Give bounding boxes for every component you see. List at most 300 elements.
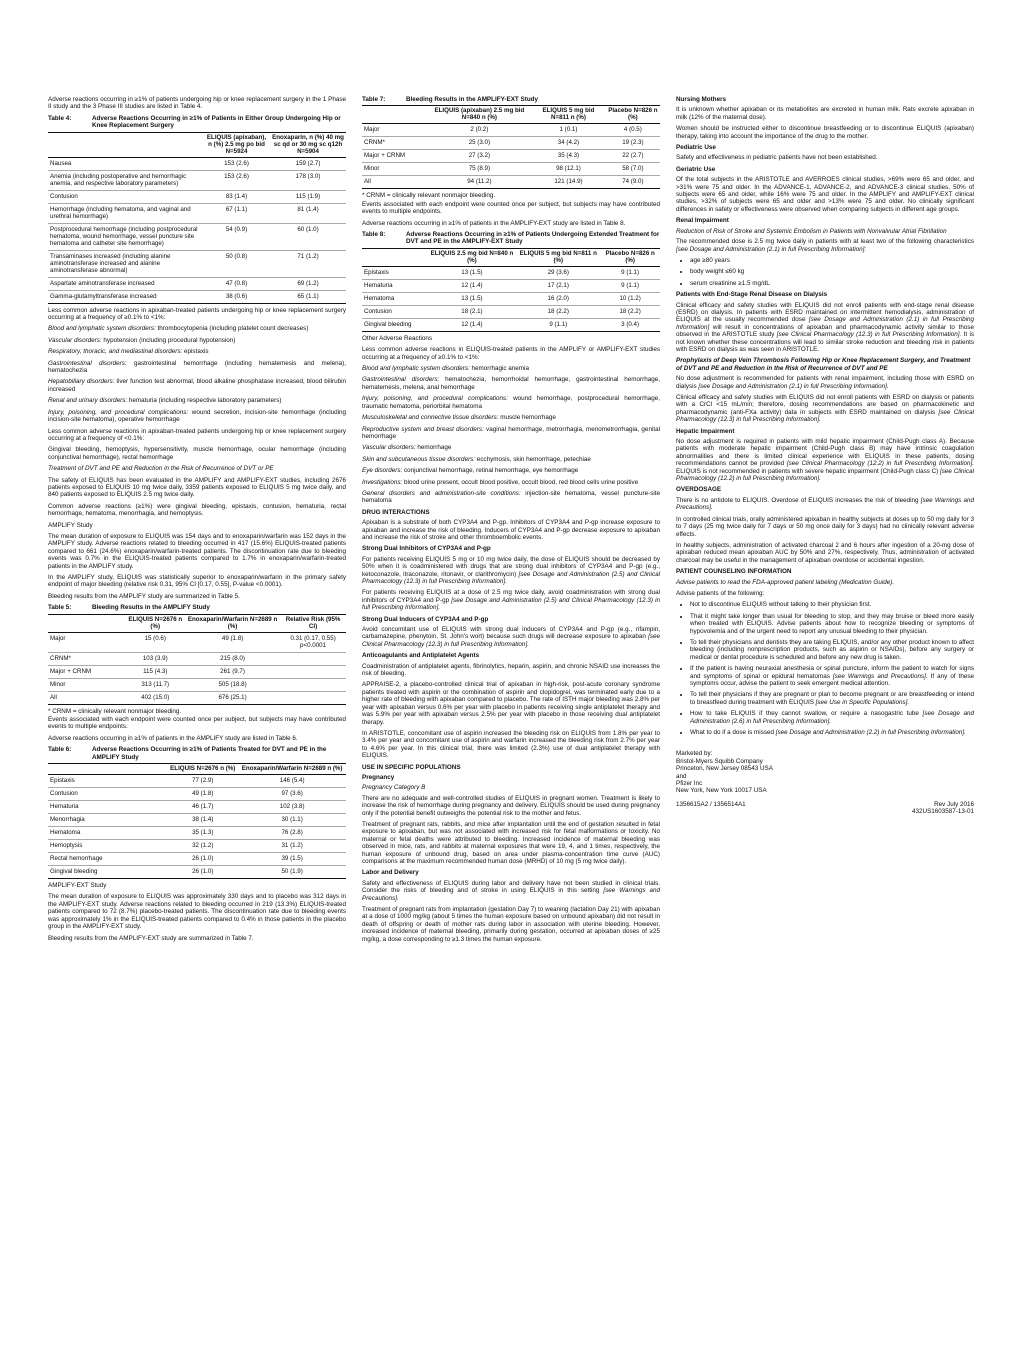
paragraph: Of the total subjects in the ARISTOTLE and AVERROES clinical studies, >69% were 65 and older, and >31% were 75 and older. In the ADVANCE-1, ADVANCE-2, and ADVANCE-3 clinical studies, 50% of subjects were 65 and older, while 16% were 75 and older. In the AMPLIFY and AMPLIFY-EXT clinical studies, >32% of subjects were 65 and older and >13% were 75 and older. No clinically significant differences in safety or effectiveness were observed when comparing subjects in different age groups.: [676, 176, 974, 213]
cell-value: 9 (1.1): [600, 266, 660, 279]
list-item: • Not to discontinue ELIQUIS without talking to their physician first.: [690, 601, 974, 608]
column-1: [48, 96, 346, 946]
text: For patients receiving ELIQUIS 5 mg or 10 mg twice daily, the dose of ELIQUIS should be decreased by 50% when it is coadministered with drugs that are strong dual inhibitors of CYP3A4 and P-gp (e.g., ketoconazole, itraconazole, ritonavir, or clarithromycin): [362, 555, 660, 578]
subsection-heading: Pediatric Use: [676, 144, 716, 152]
cell-value: 26 (1.0): [167, 866, 238, 879]
soc-label: Injury, poisoning, and procedural complications:: [362, 395, 508, 403]
table-7-caption: [362, 96, 660, 103]
paragraph: [362, 365, 660, 372]
soc-text: conjunctival hemorrhage, retinal hemorrhage, eye hemorrhage: [402, 467, 579, 475]
col-header: ELIQUIS 5 mg bid N=811 n (%): [516, 248, 600, 266]
paragraph: Coadministration of antiplatelet agents, fibrinolytics, heparin, aspirin, and chronic NSAID use increases the risk of bleeding.: [362, 662, 660, 678]
row-label: Gamma-glutamyltransferase increased: [48, 290, 203, 303]
text: If the patient is having neuraxial anesthesia or spinal puncture, inform the patient to watch for signs and symptoms of spinal or epidural hematomas: [690, 665, 974, 680]
cell-value: [280, 652, 346, 665]
row-label: Contusion: [362, 305, 428, 318]
paragraph: Bleeding results from the AMPLIFY study are summarized in Table 5.: [48, 592, 240, 600]
document-code: 432US1603587-13-01: [912, 808, 974, 816]
cell-value: 676 (25.1): [185, 691, 280, 704]
cell-value: 18 (2.2): [600, 305, 660, 318]
text: How to take ELIQUIS if they cannot swallow, or require a nasogastric tube: [690, 710, 923, 718]
paragraph: [48, 325, 346, 332]
cell-value: [280, 665, 346, 678]
paragraph: [362, 556, 660, 586]
row-label: Rectal hemorrhage: [48, 853, 167, 866]
table-title: Bleeding Results in the AMPLIFY-EXT Study: [406, 96, 539, 103]
soc-text: hematochezia, hemorrhoidal hemorrhage, gastrointestinal hemorrhage, hematemesis, melena, anal hemorrhage: [362, 376, 660, 391]
marketer-line: Princeton, New Jersey 08543 USA: [676, 765, 773, 773]
subsection-heading: Hepatic Impairment: [676, 427, 735, 435]
table-5-caption: [48, 604, 346, 611]
list-item: • That it might take longer than usual for bleeding to stop, and they may bruise or bleed more easily when treated with ELIQUIS. Advise patients about how to recognize bleeding or symptoms of hypovolemia and of the urgent need to report any unusual bleeding to their physician.: [690, 613, 974, 635]
cross-reference: [see Dosage and Administration (2.2) in full Prescribing Information].: [775, 729, 966, 737]
soc-label: Hepatobiliary disorders:: [48, 378, 115, 386]
soc-label: Skin and subcutaneous tissue disorders:: [362, 455, 476, 463]
col-header: Enoxaparin/Warfarin N=2689 n (%): [238, 764, 346, 775]
subsection-heading: Strong Dual Inducers of CYP3A4 and P-gp: [362, 615, 489, 623]
soc-label: Gastrointestinal disorders:: [362, 376, 440, 384]
paragraph: There are no adequate and well-controlled studies of ELIQUIS in pregnant women. Treatment is likely to increase the risk of hemorrhage during pregnancy and delivery. ELIQUIS should be used during pregnancy only if the potential benefit outweighs the potential risk to the mother and fetus.: [362, 794, 660, 817]
paragraph: [676, 579, 974, 586]
paragraph: [676, 497, 974, 512]
row-label: Menorrhagia: [48, 814, 167, 827]
row-label: Hematuria: [362, 279, 428, 292]
table-row: [362, 176, 660, 189]
table-body: [48, 157, 346, 303]
paragraph: [362, 626, 660, 648]
cross-reference: [see Clinical Pharmacology (12.2) in full Prescribing Information].: [786, 460, 974, 468]
text: For patients receiving ELIQUIS at a dose of 2.5 mg twice daily, avoid coadministration with strong dual inhibitors of CYP3A4 and P-gp: [362, 589, 660, 604]
table-row: [362, 150, 660, 163]
text: Avoid concomitant use of ELIQUIS with strong dual inducers of CYP3A4 and P-gp (e.g., rifampin, carbamazepine, phenytoin, St. John's wort) because such drugs will decrease exposure to apixaban: [362, 626, 660, 641]
col-header: ELIQUIS N=2676 n (%): [167, 764, 238, 775]
paragraph: Safety and effectiveness in pediatric patients have not been established.: [676, 154, 878, 162]
paragraph: [48, 378, 346, 393]
table-row: [48, 223, 346, 250]
marketer-line: Pfizer Inc: [676, 780, 703, 788]
text: No dose adjustment is recommended for patients with renal impairment, including those with ESRD on dialysis: [676, 375, 974, 390]
soc-text: injection-site hematoma, vessel puncture-site hematoma: [362, 489, 660, 505]
row-label: Major + CRNM: [48, 665, 125, 678]
cell-value: 46 (1.7): [167, 801, 238, 814]
table-row: [48, 788, 346, 801]
table-row: [48, 678, 346, 691]
paragraph: Gingival bleeding, hemoptysis, hypersensitivity, muscle hemorrhage, ocular hemorrhage (including conjunctival hemorrhage), rectal hemorrhage: [48, 446, 346, 461]
soc-text: wound secretion, incision-site hemorrhage (including incision-site hematoma), operative hemorrhage: [48, 408, 346, 424]
paragraph: [676, 375, 974, 390]
table-row: [362, 292, 660, 305]
paragraph: The mean duration of exposure to ELIQUIS was 154 days and to enoxaparin/warfarin was 152 days in the AMPLIFY study. Adverse reactions related to bleeding occurred in 417 (15.6%) ELIQUIS-treated patients compared to 661 (24.6%) enoxaparin/warfarin-treated patients. The discontinuation rate due to bleeding events was 0.7% in the ELIQUIS-treated patients compared to 1.7% in enoxaparin/warfarin-treated patients in the AMPLIFY study.: [48, 532, 346, 570]
cell-value: 35 (4.3): [531, 150, 606, 163]
subheading: Treatment of DVT and PE and Reduction in the Risk of Recurrence of DVT or PE: [48, 465, 274, 473]
soc-text: liver function test abnormal, blood alkaline phosphatase increased, blood bilirubin increased: [48, 378, 346, 393]
soc-label: Musculoskeletal and connective tissue disorders:: [362, 414, 499, 422]
text: It is not known whether these concentrations will lead to similar stroke reduction and bleeding risk in patients with ESRD on dialysis as was seen in ARISTOTLE.: [676, 331, 974, 353]
cell-value: 32 (1.2): [167, 840, 238, 853]
cell-value: [280, 691, 346, 704]
soc-label: General disorders and administration-site conditions:: [362, 489, 521, 497]
marketer-block: [676, 750, 974, 794]
list-item: [690, 691, 974, 706]
text: There is no antidote to ELIQUIS. Overdose of ELIQUIS increases the risk of bleeding: [676, 496, 921, 504]
table-number: Table 7:: [362, 96, 386, 103]
table-number: Table 5:: [48, 604, 72, 612]
paragraph: [676, 438, 974, 482]
paragraph: [48, 397, 346, 404]
subheading: AMPLIFY-EXT Study: [48, 882, 107, 890]
paragraph: Advise patients of the following:: [676, 589, 765, 597]
col-header: Placebo N=826 n (%): [606, 106, 660, 124]
section-heading: USE IN SPECIFIC POPULATIONS: [362, 763, 461, 771]
table-footnote: Events associated with each endpoint were counted once per subject, but subjects may have contributed events to multiple endpoints.: [362, 200, 660, 216]
row-label: Minor: [48, 678, 125, 691]
marketer-line: Marketed by:: [676, 750, 713, 758]
soc-text: gastrointestinal hemorrhage (including hematemesis and melena), hematochezia: [48, 359, 346, 375]
paragraph: [48, 465, 346, 472]
col-header: ELIQUIS N=2676 n (%): [125, 614, 185, 632]
cell-value: 12 (1.4): [428, 279, 517, 292]
cross-reference: [see Warnings and Precautions].: [676, 496, 974, 512]
cell-value: 81 (1.4): [270, 203, 346, 223]
table-row: [362, 305, 660, 318]
row-label: Contusion: [48, 788, 167, 801]
table-row: [48, 290, 346, 303]
cell-value: 49 (1.8): [167, 788, 238, 801]
cell-value: 1 (0.1): [531, 124, 606, 137]
table-row: [48, 840, 346, 853]
paragraph: [362, 414, 660, 421]
table-row: [48, 632, 346, 652]
table-row: [48, 250, 346, 277]
row-label: Hematoma: [362, 292, 428, 305]
col-header: Placebo N=826 n (%): [600, 248, 660, 266]
paragraph: APPRAISE-2, a placebo-controlled clinical trial of apixaban in high-risk, post-acute coronary syndrome patients treated with aspirin or the combination of aspirin and clopidogrel, was terminated early due to a higher rate of bleeding with apixaban compared to placebo. The rate of ISTH major bleeding was 2.8% per year with apixaban versus 0.6% per year with placebo in patients receiving single antiplatelet therapy and was 5.9% per year with apixaban versus 2.5% per year with placebo in those receiving dual antiplatelet therapy.: [362, 681, 660, 726]
soc-text: hematuria (including respective laboratory parameters): [127, 397, 282, 405]
cell-value: 35 (1.3): [167, 827, 238, 840]
row-label: Hemorrhage (including hematoma, and vaginal and urethral hemorrhage): [48, 203, 203, 223]
cell-value: 178 (3.0): [270, 170, 346, 190]
table-footnote: * CRNM = clinically relevant nonmajor bleeding.: [362, 192, 496, 200]
marketer-line: Bristol-Myers Squibb Company: [676, 757, 763, 765]
soc-label: Respiratory, thoracic, and mediastinal disorders:: [48, 348, 183, 356]
cell-value: 261 (9.7): [185, 665, 280, 678]
paragraph: [48, 348, 346, 355]
cell-value: 75 (8.9): [428, 163, 532, 176]
subsection-heading: Geriatric Use: [676, 165, 716, 173]
col-header: ELIQUIS 5 mg bid N=811 n (%): [531, 106, 606, 124]
table-row: [362, 124, 660, 137]
bullet-list: [676, 257, 974, 287]
list-item: • To tell their physicians and dentists they are taking ELIQUIS, and/or any other product known to affect bleeding (including nonprescription products, such as aspirin or NSAIDs), before any surgery or medical or dental procedure is scheduled and before any new drug is taken.: [690, 639, 974, 661]
cell-value: 39 (1.5): [238, 853, 346, 866]
table-row: [48, 652, 346, 665]
text: The recommended dose is 2.5 mg twice daily in patients with at least two of the following characteristics: [676, 238, 974, 246]
subsection-heading: Renal Impairment: [676, 217, 729, 225]
cell-value: 0.31 (0.17, 0.55) p<0.0001: [280, 632, 346, 652]
soc-text: epistaxis: [182, 348, 209, 356]
cross-reference: [see Use in Specific Populations].: [815, 698, 910, 706]
subsection-heading: Anticoagulants and Antiplatelet Agents: [362, 652, 480, 660]
row-label: Major: [362, 124, 428, 137]
table-row: [48, 827, 346, 840]
cross-reference: [see Dosage and Administration (2.5) and Clinical Pharmacology (12.3) in full Prescribing Information].: [362, 570, 661, 585]
soc-label: Reproductive system and breast disorders:: [362, 425, 484, 433]
counseling-list: [676, 601, 974, 736]
row-label: Hematuria: [48, 801, 167, 814]
paragraph: [362, 880, 660, 902]
cell-value: 97 (3.6): [238, 788, 346, 801]
list-item: • body weight ≤60 kg: [690, 268, 974, 275]
cross-reference: [see Dosage and Administration (2.6) in full Prescribing Information].: [690, 710, 974, 725]
paragraph: [48, 337, 346, 344]
subsection-heading: Pregnancy Category B: [362, 784, 426, 792]
table-6-caption: [48, 746, 346, 761]
col-header: Relative Risk (95% CI): [280, 614, 346, 632]
column-3: [676, 96, 974, 816]
table-row: [362, 266, 660, 279]
cell-value: 115 (1.9): [270, 190, 346, 203]
paragraph: [362, 426, 660, 441]
paragraph: [362, 456, 660, 463]
paragraph: Less common adverse reactions in apixaban-treated patients undergoing hip or knee replacement surgery occurring at a frequency of <0.1%:: [48, 427, 346, 442]
text: Clinical efficacy and safety studies with ELIQUIS did not enroll patients with ESRD on dialysis or patients with a CrCl <15 mL/min; therefore, dosing recommendations are based on pharmacokinetic and pharmacodynamic (anti-FXa activity) data in subjects with ESRD maintained on dialysis: [676, 394, 974, 416]
row-label: Postprocedural hemorrhage (including postprocedural hematoma, wound hemorrhage, vessel puncture site hematoma and catheter site hemorrhage): [48, 223, 203, 250]
table-row: [48, 801, 346, 814]
soc-label: Investigations:: [362, 478, 403, 486]
table-body: [48, 775, 346, 879]
cell-value: 38 (0.6): [203, 290, 270, 303]
text: Safety and effectiveness of ELIQUIS during labor and delivery have not been studied in clinical trials. Consider the risks of bleeding and of stroke in using ELIQUIS in this setting: [362, 879, 660, 895]
paragraph: [362, 589, 660, 611]
soc-label: Gastrointestinal disorders:: [48, 359, 127, 367]
cell-value: 67 (1.1): [203, 203, 270, 223]
subsection-heading: Prophylaxis of Deep Vein Thrombosis Following Hip or Knee Replacement Surgery, and Treatment of DVT and PE and Reduction in the Risk of Recurrence of DVT and PE: [676, 357, 971, 372]
table-row: [48, 775, 346, 788]
cell-value: 103 (3.9): [125, 652, 185, 665]
cell-value: 402 (15.0): [125, 691, 185, 704]
cell-value: 102 (3.8): [238, 801, 346, 814]
section-heading: DRUG INTERACTIONS: [362, 508, 430, 516]
paragraph: The safety of ELIQUIS has been evaluated in the AMPLIFY and AMPLIFY-EXT studies, including 2676 patients exposed to ELIQUIS 10 mg twice daily, 3359 patients exposed to ELIQUIS 5 mg twice daily, and 840 patients exposed to ELIQUIS 2.5 mg twice daily.: [48, 476, 346, 499]
cross-reference: [see Dosage and Administration (2.1) in full Prescribing Information]: [676, 316, 975, 331]
row-label: Aspartate aminotransferase increased: [48, 277, 203, 290]
row-label: Minor: [362, 163, 428, 176]
table-row: [362, 318, 660, 331]
soc-text: hemorrhagic anemia: [469, 365, 529, 373]
paragraph: Treatment of pregnant rats from implantation (gestation Day 7) to weaning (lactation Day 21) with apixaban at a dose of 1000 mg/kg (about 5 times the human exposure based on unbound apixaban) did not result in death of offspring or death of mother rats during labor in association with uterine bleeding. However, increased incidence of maternal bleeding, primarily during gestation, occurred at apixaban doses of ≥25 mg/kg, a dose corresponding to ≥1.3 times the human exposure.: [362, 906, 660, 943]
cell-value: 60 (1.0): [270, 223, 346, 250]
list-item: • age ≥80 years: [690, 257, 974, 264]
cell-value: 25 (3.0): [428, 137, 532, 150]
soc-text: hypotension (including procedural hypotension): [101, 336, 236, 344]
cell-value: 30 (1.1): [238, 814, 346, 827]
cell-value: 3 (0.4): [600, 318, 660, 331]
section-heading: OVERDOSAGE: [676, 486, 722, 494]
cross-reference: [see Dosage and Administration (2.1) in full Prescribing Information]:: [676, 245, 867, 253]
list-item: • serum creatinine ≥1.5 mg/dL: [690, 280, 974, 287]
table-8-caption: [362, 231, 660, 246]
cross-reference: [see Warnings and Precautions].: [832, 672, 928, 680]
soc-label: Renal and urinary disorders:: [48, 397, 128, 405]
paragraph: Adverse reactions occurring in ≥1% of patients in the AMPLIFY study are listed in Table 6.: [48, 734, 298, 742]
col-header: Enoxaparin, n (%) 40 mg sc qd or 30 mg sc q12h N=5904: [270, 132, 346, 157]
soc-text: thrombocytopenia (including platelet count decreases): [155, 325, 309, 333]
section-heading: PATIENT COUNSELING INFORMATION: [676, 568, 792, 576]
paragraph: It is unknown whether apixaban or its metabolites are excreted in human milk. Rats excrete apixaban in milk (12% of the maternal dose).: [676, 106, 974, 121]
table-row: [362, 163, 660, 176]
soc-label: Vascular disorders:: [48, 336, 102, 344]
row-label: CRNM*: [362, 137, 428, 150]
cross-reference: [see Warnings and Precautions].: [362, 887, 660, 902]
cell-value: 26 (1.0): [167, 853, 238, 866]
paragraph: [48, 409, 346, 424]
subsection-heading: Nursing Mothers: [676, 96, 727, 103]
table-row: [48, 866, 346, 879]
cell-value: 49 (1.8): [185, 632, 280, 652]
cell-value: 58 (7.0): [606, 163, 660, 176]
paragraph: [362, 376, 660, 391]
paragraph: [676, 238, 974, 253]
text: Clinical efficacy and safety studies with ELIQUIS did not enroll patients with end-stage renal disease (ESRD) on dialysis. In patients with ESRD maintained on intermittent hemodialysis, administration of ELIQUIS at the usually recommended dose: [676, 301, 974, 324]
row-label: Transaminases increased (including alanine aminotransferase increased and alanine aminotransferase abnormal): [48, 250, 203, 277]
row-label: Major + CRNM: [362, 150, 428, 163]
paragraph: Bleeding results from the AMPLIFY-EXT study are summarized in Table 7.: [48, 934, 254, 942]
cell-value: 34 (4.2): [531, 137, 606, 150]
col-header: ELIQUIS (apixaban) 2.5 mg bid N=840 n (%): [428, 106, 532, 124]
cell-value: 83 (1.4): [203, 190, 270, 203]
cell-value: 74 (9.0): [606, 176, 660, 189]
intro-text: Adverse reactions occurring in ≥1% of patients undergoing hip or knee replacement surgery in the 1 Phase II study and the 3 Phase III studies are listed in Table 4.: [48, 96, 346, 111]
col-header: Enoxaparin/Warfarin N=2689 n (%): [185, 614, 280, 632]
marketer-line: New York, New York 10017 USA: [676, 787, 767, 795]
table-row: [48, 190, 346, 203]
cell-value: 27 (3.2): [428, 150, 532, 163]
col-header: ELIQUIS 2.5 mg bid N=840 n (%): [428, 248, 517, 266]
list-item: [690, 665, 974, 687]
paragraph: Treatment of pregnant rats, rabbits, and mice after implantation until the end of gestation resulted in fetal exposure to apixaban, but was not associated with increased risk for fetal malformations or toxicity. No maternal or fetal deaths were attributed to bleeding. Increased incidence of maternal bleeding was observed in mice, rats, and rabbits at maternal exposures that were 19, 4, and 1 times, respectively, the human exposure of unbound drug, based on area under plasma-concentration time curve (AUC) comparisons at the maximum recommended human dose (MRHD) of 10 mg (5 mg twice daily).: [362, 820, 660, 865]
cell-value: 153 (2.6): [203, 157, 270, 170]
cross-reference: [see Clinical Pharmacology (12.3) in full Prescribing Information].: [776, 331, 962, 339]
cell-value: 29 (3.6): [516, 266, 600, 279]
text: will result in concentrations of apixaban and pharmacodynamic activity similar to those observed in the ARISTOTLE study: [676, 323, 974, 339]
subheading: AMPLIFY Study: [48, 521, 93, 529]
cell-value: 505 (18.8): [185, 678, 280, 691]
cell-value: 13 (1.5): [428, 292, 517, 305]
cell-value: 215 (8.0): [185, 652, 280, 665]
subsection-heading: Reduction of Risk of Stroke and Systemic Embolism in Patients with Nonvalvular Atrial Fibrillation: [676, 227, 947, 235]
table-8: [362, 248, 660, 332]
table-number: Table 6:: [48, 746, 72, 754]
paragraph: Adverse reactions occurring in ≥1% of patients in the AMPLIFY-EXT study are listed in Table 8.: [362, 219, 626, 227]
soc-label: Blood and lymphatic system disorders:: [48, 325, 156, 333]
footer: [676, 801, 974, 808]
soc-label: Vascular disorders:: [362, 444, 416, 452]
table-number: Table 8:: [362, 231, 386, 239]
paragraph: [362, 444, 660, 451]
paragraph: In controlled clinical trials, orally administered apixaban in healthy subjects at doses up to 50 mg daily for 3 to 7 days (25 mg twice daily for 7 days or 50 mg once daily for 3 days) had no clinically relevant adverse effects.: [676, 515, 974, 538]
table-row: [48, 203, 346, 223]
soc-label: Eye disorders:: [362, 467, 403, 475]
row-label: Gingival bleeding: [48, 866, 167, 879]
paragraph: Less common adverse reactions in apixaban-treated patients undergoing hip or knee replacement surgery occurring at a frequency of ≥0.1% to <1%:: [48, 306, 346, 322]
soc-text: hemorrhage: [415, 444, 452, 452]
soc-label: Injury, poisoning, and procedural complications:: [48, 408, 189, 416]
table-body: [362, 266, 660, 331]
revision-date: Rev July 2016: [934, 800, 974, 808]
soc-text: blood urine present, occult blood positive, occult blood, red blood cells urine positive: [402, 478, 639, 486]
table-footnote: * CRNM = clinically relevant nonmajor bleeding.: [48, 707, 182, 715]
cell-value: 313 (11.7): [125, 678, 185, 691]
cell-value: 2 (0.2): [428, 124, 532, 137]
cell-value: 31 (1.2): [238, 840, 346, 853]
row-label: Contusion: [48, 190, 203, 203]
table-row: [362, 137, 660, 150]
cell-value: 19 (2.3): [606, 137, 660, 150]
table-5: [48, 614, 346, 705]
cross-reference: [see Dosage and Administration (2.5) and Clinical Pharmacology (12.3) in full Prescribing Information].: [362, 596, 660, 612]
soc-label: Blood and lymphatic system disorders:: [362, 365, 470, 373]
paragraph: [48, 360, 346, 375]
row-label: Hemoptysis: [48, 840, 167, 853]
cross-reference: [see Dosage and Administration (2.1) in full Prescribing Information].: [698, 382, 889, 390]
cell-value: 98 (12.1): [531, 163, 606, 176]
table-6: [48, 763, 346, 879]
cross-reference: [see Clinical Pharmacology (12.3) in full Prescribing Information].: [362, 633, 660, 648]
subsection-heading: Strong Dual Inhibitors of CYP3A4 and P-gp: [362, 545, 491, 553]
paragraph: [676, 394, 974, 424]
cell-value: [280, 678, 346, 691]
cell-value: 9 (1.1): [600, 279, 660, 292]
table-row: [362, 279, 660, 292]
cell-value: 18 (2.2): [516, 305, 600, 318]
paragraph: [362, 395, 660, 410]
paragraph: [362, 490, 660, 505]
table-row: [48, 853, 346, 866]
table-row: [48, 277, 346, 290]
row-label: Gingival bleeding: [362, 318, 428, 331]
subsection-heading: Patients with End-Stage Renal Disease on Dialysis: [676, 291, 828, 299]
row-label: Major: [48, 632, 125, 652]
table-title: Adverse Reactions Occurring in ≥1% of Patients in Either Group Undergoing Hip or Knee Replacement Surgery: [92, 114, 341, 130]
cell-value: 94 (11.2): [428, 176, 532, 189]
text: What to do if a dose is missed: [690, 729, 776, 737]
text: Advise patients to read the FDA-approved patient labeling (Medication Guide).: [676, 578, 895, 586]
list-item: [690, 710, 974, 725]
paragraph: [362, 467, 660, 474]
cell-value: 153 (2.6): [203, 170, 270, 190]
cell-value: 16 (2.0): [516, 292, 600, 305]
table-row: [48, 814, 346, 827]
table-row: [48, 691, 346, 704]
cell-value: 47 (0.8): [203, 277, 270, 290]
cell-value: 38 (1.4): [167, 814, 238, 827]
row-label: All: [48, 691, 125, 704]
table-footnote: Events associated with each endpoint were counted once per subject, but subjects may have contributed events to multiple endpoints.: [48, 716, 346, 731]
table-7: [362, 105, 660, 189]
subsection-heading: Labor and Delivery: [362, 869, 419, 877]
row-label: All: [362, 176, 428, 189]
paragraph: Common adverse reactions (≥1%) were gingival bleeding, epistaxis, contusion, hematuria, rectal hemorrhage, hematoma, menorrhagia, and hemoptysis.: [48, 502, 346, 518]
paragraph: Less common adverse reactions in ELIQUIS-treated patients in the AMPLIFY or AMPLIFY-EXT studies occurring at a frequency of ≥0.1% to <1%:: [362, 346, 660, 361]
paragraph: In ARISTOTLE, concomitant use of aspirin increased the bleeding risk on ELIQUIS from 1.8% per year to 3.4% per year and concomitant use of aspirin and warfarin increased the bleeding risk from 2.7% per year to 4.6% per year. In this clinical trial, there was limited (2.3%) use of dual antiplatelet therapy with ELIQUIS.: [362, 729, 660, 760]
paragraph: In the AMPLIFY study, ELIQUIS was statistically superior to enoxaparin/warfarin in the primary safety endpoint of major bleeding (relative risk 0.31, 95% CI [0.17, 0.55], P-value <0.0001).: [48, 574, 346, 589]
cross-reference: [see Clinical Pharmacology (12.3) in full Prescribing Information].: [676, 408, 974, 424]
row-label: Anemia (including postoperative and hemorrhagic anemia, and respective laboratory parameters): [48, 170, 203, 190]
cell-value: 12 (1.4): [428, 318, 517, 331]
marketer-line: and: [676, 772, 687, 780]
row-label: Hematoma: [48, 827, 167, 840]
cell-value: 9 (1.1): [516, 318, 600, 331]
